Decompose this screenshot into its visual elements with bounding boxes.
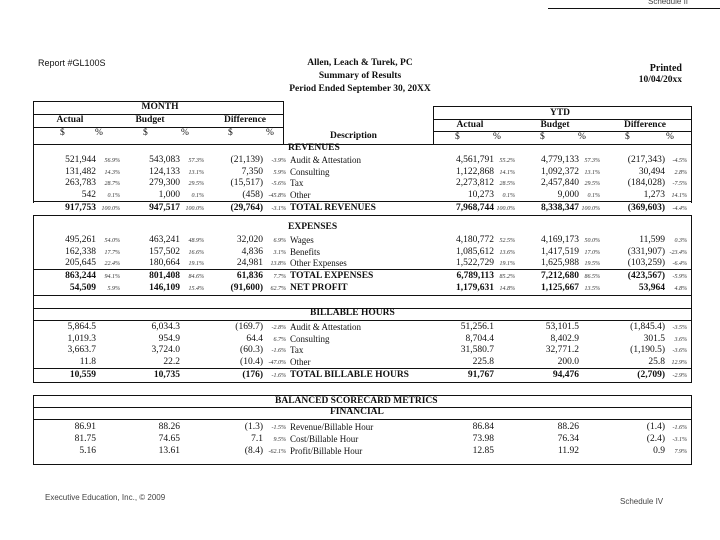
month-actual-header: Actual — [56, 115, 84, 125]
percent-cell-m-bud-p: 57.3% — [188, 158, 204, 164]
value-cell-y-diff: (217,343) — [627, 155, 665, 165]
percent-cell-m-diff-p: 13.8% — [270, 261, 286, 267]
value-cell-m-bud: 88.26 — [158, 422, 180, 432]
percent-cell-y-act-p: 14.1% — [499, 169, 515, 176]
percent-cell-y-bud-p: 29.5% — [584, 181, 600, 187]
percent-cell-y-diff-p: 14.1% — [671, 192, 687, 199]
percent-cell-m-diff-p: 9.5% — [273, 437, 286, 443]
value-cell-m-bud: 3,724.0 — [151, 345, 180, 355]
value-cell-m-diff: 24,981 — [236, 258, 263, 268]
value-cell-y-act: 6,789,113 — [456, 271, 494, 281]
value-cell-m-act: 542 — [81, 189, 96, 200]
hours-total-rule — [33, 368, 691, 369]
ytd-difference-header: Difference — [623, 120, 667, 130]
value-cell-m-bud: 543,083 — [149, 155, 180, 165]
value-cell-y-act: 73.98 — [472, 434, 494, 444]
value-cell-m-act: 495,261 — [65, 235, 96, 245]
percent-cell-m-diff-p: -3.1% — [271, 206, 286, 212]
percent-cell-y-diff-p: 7.9% — [674, 449, 687, 455]
percent-cell-y-act-p: 13.6% — [499, 249, 515, 256]
value-cell-y-act: 225.8 — [472, 356, 494, 367]
percent-cell-m-diff-p: -62.1% — [268, 449, 286, 455]
value-cell-m-bud: 947,517 — [149, 203, 180, 213]
ytd-left-border — [433, 106, 434, 144]
percent-cell-m-act-p: 17.7% — [104, 249, 120, 256]
printed-date: 10/04/20xx — [638, 75, 682, 85]
scorecard-title: BALANCED SCORECARD METRICS — [275, 396, 438, 406]
percent-cell-y-act-p: 19.1% — [499, 261, 515, 267]
row-description: Wages — [290, 235, 314, 245]
value-cell-m-act: 521,944 — [65, 155, 96, 165]
value-cell-m-act: 5.16 — [79, 446, 96, 456]
percent-cell-m-bud-p: 29.5% — [188, 181, 204, 187]
row-description: TOTAL BILLABLE HOURS — [290, 370, 409, 380]
value-cell-y-act: 1,122,868 — [456, 166, 494, 177]
value-cell-y-diff: 0.9 — [653, 446, 665, 456]
value-cell-y-bud: 4,169,173 — [541, 235, 579, 245]
percent-cell-m-diff-p: 6.9% — [273, 238, 286, 244]
value-cell-y-bud: 1,625,988 — [541, 258, 579, 268]
value-cell-y-bud: 94,476 — [552, 370, 579, 380]
percent-cell-y-diff-p: 12.9% — [671, 359, 687, 366]
value-cell-m-act: 162,338 — [65, 246, 96, 257]
row-description: Profit/Billable Hour — [290, 446, 363, 456]
corner-schedule-label: Schedule II — [648, 0, 689, 6]
value-cell-m-diff: (60.3) — [240, 345, 263, 355]
y-diff-pct: % — [666, 132, 674, 142]
value-cell-m-diff: 7.1 — [251, 434, 263, 444]
value-cell-m-act: 10,559 — [69, 370, 96, 380]
percent-cell-y-diff-p: -3.6% — [672, 348, 687, 354]
value-cell-m-bud: 74.65 — [158, 434, 180, 444]
row-description: Audit & Attestation — [290, 322, 361, 332]
value-cell-m-bud: 954.9 — [158, 333, 180, 344]
value-cell-m-act: 5,864.5 — [67, 322, 96, 332]
value-cell-y-bud: 200.0 — [557, 356, 579, 367]
value-cell-m-act: 11.8 — [79, 356, 96, 367]
value-cell-m-bud: 180,664 — [149, 258, 180, 268]
percent-cell-y-bud-p: 17.0% — [584, 249, 600, 256]
row-description: Revenue/Billable Hour — [290, 422, 374, 432]
value-cell-y-diff: (2,709) — [637, 370, 665, 380]
percent-cell-y-bud-p: 50.0% — [584, 238, 600, 244]
percent-cell-y-bud-p: 13.1% — [584, 169, 600, 176]
percent-cell-m-act-p: 56.9% — [104, 158, 120, 164]
percent-cell-m-bud-p: 15.4% — [188, 286, 204, 292]
value-cell-m-act: 1,019.3 — [67, 333, 96, 344]
value-cell-y-diff: 11,599 — [639, 235, 665, 245]
row-description: Other — [290, 189, 311, 200]
percent-cell-m-diff-p: -1.6% — [271, 373, 286, 379]
m-bud-dollar: $ — [143, 128, 148, 138]
value-cell-y-diff: (2.4) — [646, 434, 665, 444]
value-cell-m-diff: 7,350 — [241, 166, 263, 177]
row-description: Consulting — [290, 166, 330, 177]
value-cell-m-diff: (176) — [242, 370, 263, 380]
value-cell-m-diff: (29,764) — [230, 203, 263, 213]
percent-cell-m-diff-p: -47.0% — [268, 359, 286, 366]
percent-cell-y-diff-p: -1.6% — [672, 425, 687, 431]
percent-cell-m-bud-p: 0.1% — [191, 192, 204, 199]
value-cell-m-bud: 22.2 — [163, 356, 180, 367]
right-border-1 — [691, 106, 692, 203]
percent-cell-y-act-p: 28.5% — [499, 181, 515, 187]
value-cell-y-diff: (1,845.4) — [630, 322, 665, 332]
value-cell-y-act: 91,767 — [467, 370, 494, 380]
m-diff-dollar: $ — [228, 128, 233, 138]
hours-sub-rule — [33, 320, 691, 321]
row-description: TOTAL EXPENSES — [290, 271, 374, 281]
row-description: Audit & Attestation — [290, 155, 361, 165]
percent-cell-y-diff-p: -6.4% — [672, 261, 687, 267]
percent-cell-m-act-p: 0.1% — [107, 192, 120, 199]
value-cell-m-diff: (91,600) — [230, 283, 263, 293]
value-cell-m-bud: 124,133 — [149, 166, 180, 177]
percent-cell-y-act-p: 14.8% — [499, 286, 515, 292]
percent-cell-y-act-p: 52.5% — [499, 238, 515, 244]
ytd-header: YTD — [549, 108, 571, 118]
value-cell-y-diff: (184,028) — [627, 178, 665, 188]
value-cell-y-diff: (369,603) — [627, 203, 665, 213]
percent-cell-m-diff-p: -45.8% — [268, 192, 286, 199]
ytd-actual-header: Actual — [456, 120, 484, 130]
value-cell-m-bud: 10,735 — [153, 370, 180, 380]
row-description: Tax — [290, 178, 304, 188]
percent-cell-m-diff-p: 6.7% — [273, 336, 286, 343]
scorecard-col-rule — [33, 419, 691, 420]
month-header: MONTH — [141, 102, 179, 112]
value-cell-m-bud: 6,034.3 — [151, 322, 180, 332]
month-col-rule — [33, 127, 283, 128]
report-title: Summary of Results — [318, 71, 402, 81]
printed-label: Printed — [649, 63, 682, 74]
percent-cell-y-diff-p: 2.8% — [674, 169, 687, 176]
y-diff-dollar: $ — [625, 132, 630, 142]
percent-cell-y-bud-p: 13.5% — [584, 286, 600, 292]
right-border-3 — [691, 308, 692, 383]
percent-cell-y-diff-p: -7.5% — [672, 181, 687, 187]
y-bud-dollar: $ — [540, 132, 545, 142]
row-description: Tax — [290, 345, 304, 355]
y-act-pct: % — [493, 132, 501, 142]
footer-copyright: Executive Education, Inc., © 2009 — [45, 493, 166, 502]
value-cell-m-act: 131,482 — [65, 166, 96, 177]
value-cell-y-act: 86.84 — [472, 422, 494, 432]
value-cell-y-diff: 30,494 — [638, 166, 665, 177]
percent-cell-m-bud-p: 19.1% — [188, 261, 204, 267]
percent-cell-m-bud-p: 100.0% — [185, 206, 204, 212]
value-cell-m-diff: 61,836 — [236, 271, 263, 281]
percent-cell-m-diff-p: 62.7% — [270, 286, 286, 292]
value-cell-m-diff: 32,020 — [236, 235, 263, 245]
value-cell-m-bud: 801,408 — [149, 271, 180, 281]
value-cell-m-bud: 1,000 — [158, 189, 180, 200]
value-cell-y-act: 4,561,791 — [456, 155, 494, 165]
header-bottom-rule — [33, 144, 691, 145]
value-cell-y-bud: 1,092,372 — [541, 166, 579, 177]
value-cell-y-bud: 8,402.9 — [550, 333, 579, 344]
m-bud-pct: % — [181, 128, 189, 138]
value-cell-m-act: 863,244 — [65, 271, 96, 281]
right-border-4 — [691, 395, 692, 465]
value-cell-m-bud: 13.61 — [158, 446, 180, 456]
percent-cell-m-bud-p: 48.9% — [188, 238, 204, 244]
month-budget-header: Budget — [135, 115, 165, 125]
value-cell-y-diff: 301.5 — [643, 333, 665, 344]
expenses-total-rule — [33, 269, 691, 270]
value-cell-m-bud: 279,300 — [149, 178, 180, 188]
row-description: Other Expenses — [290, 258, 347, 268]
row-description: NET PROFIT — [290, 283, 348, 293]
m-act-pct: % — [95, 128, 103, 138]
value-cell-y-bud: 1,125,667 — [541, 283, 579, 293]
percent-cell-m-act-p: 22.4% — [104, 261, 120, 267]
firm-name: Allen, Leach & Turek, PC — [307, 58, 413, 68]
value-cell-y-act: 1,179,631 — [456, 283, 494, 293]
value-cell-y-diff: (423,567) — [627, 271, 665, 281]
value-cell-y-diff: (103,259) — [627, 258, 665, 268]
value-cell-y-diff: 53,964 — [638, 283, 665, 293]
percent-cell-y-act-p: 85.2% — [499, 274, 515, 280]
value-cell-y-act: 12.85 — [472, 446, 494, 456]
percent-cell-y-diff-p: -2.9% — [672, 373, 687, 379]
value-cell-m-act: 86.91 — [74, 422, 96, 432]
percent-cell-m-act-p: 54.0% — [104, 238, 120, 244]
ytd-col-rule — [433, 131, 691, 132]
value-cell-y-bud: 2,457,840 — [541, 178, 579, 188]
y-bud-pct: % — [578, 132, 586, 142]
percent-cell-y-diff-p: 4.8% — [674, 286, 687, 292]
row-description: Benefits — [290, 246, 320, 257]
value-cell-y-act: 7,968,744 — [456, 203, 494, 213]
percent-cell-y-diff-p: 3.6% — [674, 336, 687, 343]
percent-cell-m-act-p: 14.3% — [104, 169, 120, 176]
percent-cell-m-bud-p: 13.1% — [188, 169, 204, 176]
percent-cell-m-bud-p: 84.6% — [188, 274, 204, 280]
value-cell-m-bud: 463,241 — [149, 235, 180, 245]
value-cell-y-act: 10,273 — [467, 189, 494, 200]
value-cell-y-act: 2,273,812 — [456, 178, 494, 188]
revenues-total-rule — [33, 201, 691, 202]
value-cell-y-diff: (1.4) — [646, 422, 665, 432]
value-cell-y-bud: 7,212,680 — [541, 271, 579, 281]
value-cell-y-act: 1,085,612 — [456, 246, 494, 257]
m-diff-pct: % — [266, 128, 274, 138]
value-cell-y-diff: (331,907) — [627, 246, 665, 257]
percent-cell-y-diff-p: -3.5% — [672, 325, 687, 331]
percent-cell-m-diff-p: 3.1% — [273, 249, 286, 256]
percent-cell-y-bud-p: 0.1% — [587, 192, 600, 199]
value-cell-y-diff: (1,190.5) — [630, 345, 665, 355]
value-cell-y-act: 8,704.4 — [465, 333, 494, 344]
y-act-dollar: $ — [455, 132, 460, 142]
percent-cell-m-act-p: 5.9% — [107, 286, 120, 292]
row-description: Consulting — [290, 333, 330, 344]
percent-cell-m-diff-p: -1.6% — [271, 348, 286, 354]
percent-cell-m-diff-p: -2.8% — [271, 325, 286, 331]
percent-cell-y-act-p: 0.1% — [502, 192, 515, 199]
percent-cell-m-bud-p: 16.6% — [188, 249, 204, 256]
hours-title: BILLABLE HOURS — [310, 308, 395, 318]
percent-cell-y-bud-p: 100.0% — [581, 206, 600, 212]
value-cell-m-act: 205,645 — [65, 258, 96, 268]
value-cell-m-act: 263,783 — [65, 178, 96, 188]
report-period: Period Ended September 30, 20XX — [289, 84, 431, 94]
report-id: Report #GL100S — [38, 58, 106, 68]
percent-cell-m-diff-p: 7.7% — [273, 274, 286, 280]
percent-cell-m-diff-p: -1.5% — [271, 425, 286, 431]
percent-cell-m-diff-p: -3.9% — [271, 158, 286, 164]
percent-cell-y-diff-p: -3.1% — [672, 437, 687, 443]
percent-cell-y-act-p: 100.0% — [496, 206, 515, 212]
m-act-dollar: $ — [60, 128, 65, 138]
value-cell-m-diff: 64.4 — [246, 333, 263, 344]
value-cell-m-bud: 157,502 — [149, 246, 180, 257]
percent-cell-m-diff-p: 5.9% — [273, 169, 286, 176]
percent-cell-y-act-p: 55.2% — [499, 158, 515, 164]
value-cell-y-bud: 32,771.2 — [545, 345, 579, 355]
row-description: Other — [290, 356, 311, 367]
percent-cell-m-diff-p: -5.6% — [271, 181, 286, 187]
value-cell-m-act: 54,509 — [69, 283, 96, 293]
value-cell-m-diff: 4,836 — [241, 246, 263, 257]
value-cell-y-bud: 4,779,133 — [541, 155, 579, 165]
footer-schedule: Schedule IV — [620, 497, 664, 506]
value-cell-y-bud: 76.34 — [557, 434, 579, 444]
value-cell-m-diff: (8.4) — [244, 446, 263, 456]
value-cell-y-diff: 25.8 — [648, 356, 665, 367]
description-header: Description — [330, 131, 377, 141]
row-description: Cost/Billable Hour — [290, 434, 359, 444]
expenses-top-rule — [33, 215, 691, 216]
value-cell-y-bud: 88.26 — [557, 422, 579, 432]
value-cell-m-diff: (10.4) — [240, 356, 263, 367]
net-profit-rule — [33, 295, 691, 296]
percent-cell-y-diff-p: -4.5% — [672, 158, 687, 164]
percent-cell-y-diff-p: -5.9% — [672, 274, 687, 280]
percent-cell-y-diff-p: -4.4% — [672, 206, 687, 212]
ytd-top-rule — [433, 106, 691, 107]
value-cell-m-act: 3,663.7 — [67, 345, 96, 355]
corner-rule — [548, 8, 720, 9]
scorecard-bottom-rule — [33, 464, 691, 465]
value-cell-y-diff: 1,273 — [643, 189, 665, 200]
value-cell-m-diff: (21,139) — [230, 155, 263, 165]
percent-cell-m-act-p: 28.7% — [104, 181, 120, 187]
value-cell-y-act: 51,256.1 — [460, 322, 494, 332]
value-cell-m-act: 81.75 — [74, 434, 96, 444]
value-cell-y-act: 1,522,729 — [456, 258, 494, 268]
value-cell-m-diff: (15,517) — [230, 178, 263, 188]
value-cell-y-act: 4,180,772 — [456, 235, 494, 245]
percent-cell-y-diff-p: 0.3% — [674, 238, 687, 244]
percent-cell-m-act-p: 94.1% — [104, 274, 120, 280]
percent-cell-y-diff-p: -23.4% — [669, 249, 687, 256]
percent-cell-y-bud-p: 19.5% — [584, 261, 600, 267]
hours-bottom-rule — [33, 382, 691, 383]
value-cell-m-diff: (1.3) — [244, 422, 263, 432]
value-cell-y-act: 31,580.7 — [460, 345, 494, 355]
percent-cell-y-bud-p: 86.5% — [584, 274, 600, 280]
value-cell-m-bud: 146,109 — [149, 283, 180, 293]
value-cell-y-bud: 1,417,519 — [541, 246, 579, 257]
scorecard-subtitle: FINANCIAL — [330, 407, 384, 417]
value-cell-y-bud: 9,000 — [557, 189, 579, 200]
row-description: TOTAL REVENUES — [290, 203, 376, 213]
value-cell-m-diff: (458) — [242, 189, 263, 200]
percent-cell-m-act-p: 100.0% — [101, 206, 120, 212]
month-difference-header: Difference — [223, 115, 267, 125]
ytd-budget-header: Budget — [540, 120, 570, 130]
expenses-title: EXPENSES — [288, 222, 338, 232]
value-cell-m-act: 917,753 — [65, 203, 96, 213]
value-cell-m-diff: (169.7) — [235, 322, 263, 332]
value-cell-y-bud: 11.92 — [557, 446, 579, 456]
revenues-title: REVENUES — [288, 143, 340, 153]
percent-cell-y-bud-p: 57.3% — [584, 158, 600, 164]
value-cell-y-bud: 53,101.5 — [545, 322, 579, 332]
value-cell-y-bud: 8,338,347 — [541, 203, 579, 213]
